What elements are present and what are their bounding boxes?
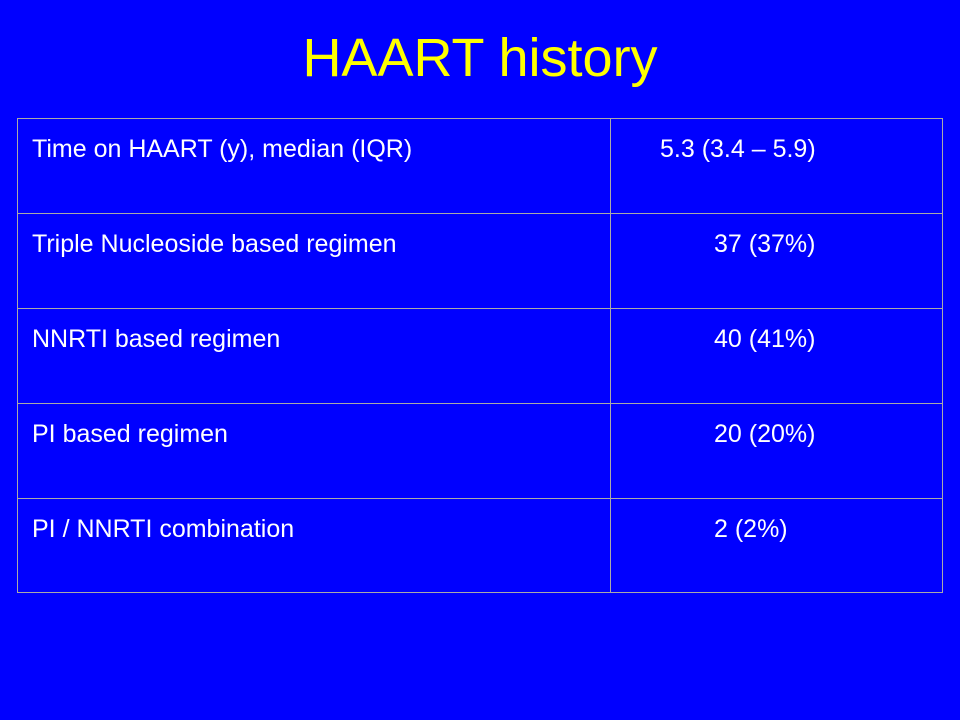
row-value: 37 (37%) xyxy=(714,230,816,258)
row-label-cell xyxy=(18,404,611,499)
row-value-cell xyxy=(611,214,943,309)
table-row xyxy=(18,214,943,309)
row-value: 40 (41%) xyxy=(714,325,816,353)
table-row xyxy=(18,404,943,499)
row-value: 20 (20%) xyxy=(714,420,816,448)
row-value-cell xyxy=(611,119,943,214)
row-label: PI / NNRTI combination xyxy=(32,515,295,543)
row-label-cell xyxy=(18,499,611,593)
row-value-cell xyxy=(611,404,943,499)
haart-history-table xyxy=(17,118,943,593)
row-value: 2 (2%) xyxy=(714,515,788,543)
table-row xyxy=(18,499,943,593)
row-label-cell xyxy=(18,214,611,309)
row-label-cell xyxy=(18,119,611,214)
row-label: PI based regimen xyxy=(32,420,228,448)
table-row xyxy=(18,309,943,404)
table-row xyxy=(18,119,943,214)
row-value: 5.3 (3.4 – 5.9) xyxy=(660,135,816,163)
row-value-cell xyxy=(611,499,943,593)
row-value-cell xyxy=(611,309,943,404)
slide-title: HAART history xyxy=(302,28,658,88)
row-label-cell xyxy=(18,309,611,404)
row-label: Time on HAART (y), median (IQR) xyxy=(32,135,413,163)
row-label: Triple Nucleoside based regimen xyxy=(32,230,397,258)
row-label: NNRTI based regimen xyxy=(32,325,281,353)
